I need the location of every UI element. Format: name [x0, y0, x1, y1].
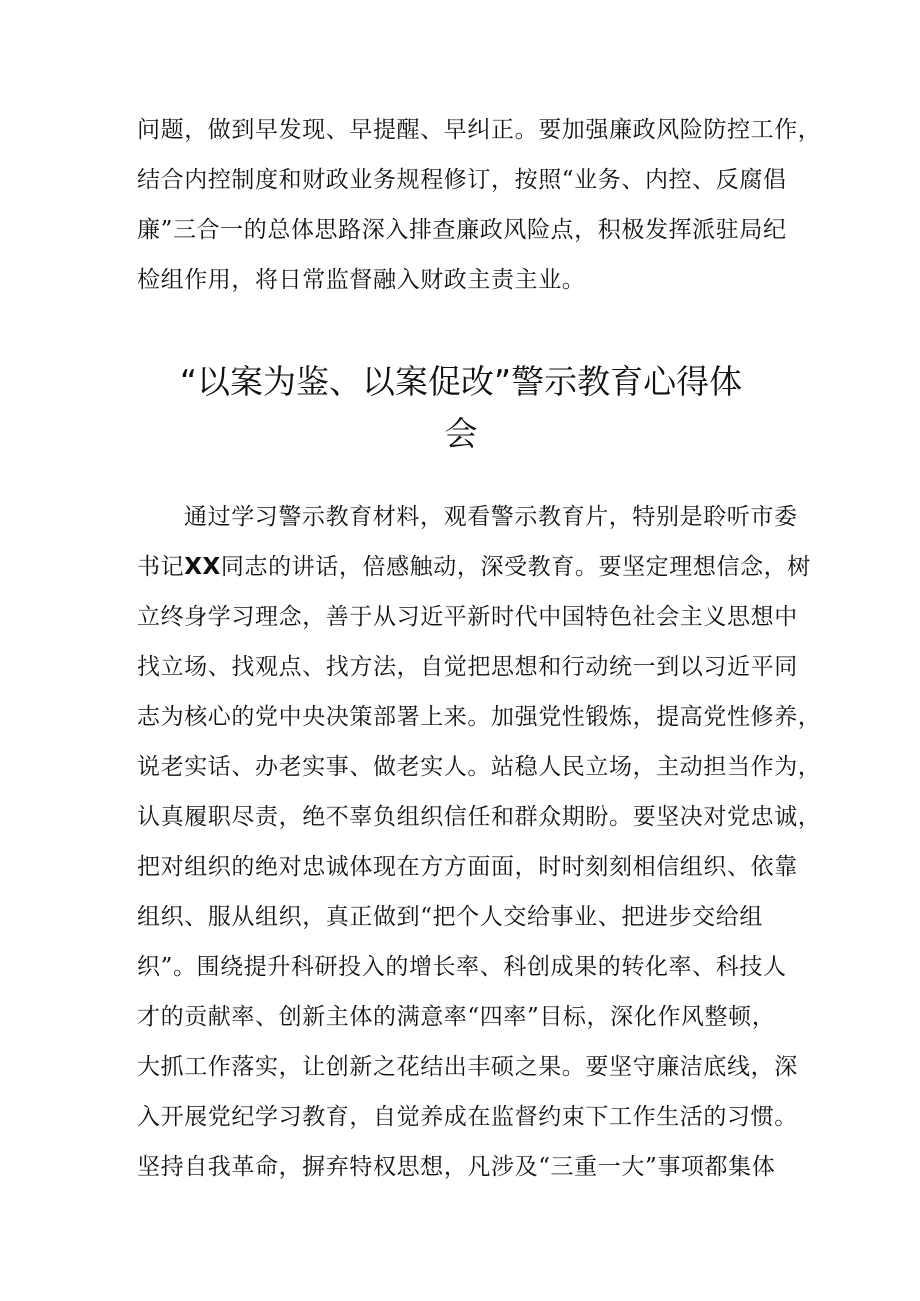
text-line: 志为核心的党中央决策部署上来。加强党性锻炼，提高党性修养， — [137, 704, 822, 730]
text-line: 入开展党纪学习教育，自觉养成在监督约束下工作生活的习惯。 — [137, 1104, 798, 1130]
text-fragment: 同志的讲话，倍感触动，深受教育。要坚定理想信念，树 — [220, 554, 811, 580]
text-line: 组织、服从组织，真正做到“把个人交给事业、把进步交给组 — [137, 904, 763, 930]
intro-paragraph — [137, 105, 822, 305]
text-line: 找立场、找观点、找方法，自觉把思想和行动统一到以习近平同 — [137, 654, 798, 680]
text-line: 说老实话、办老实事、做老实人。站稳人民立场，主动担当作为， — [137, 754, 822, 780]
text-line: 通过学习警示教育材料，观看警示教育片，特别是聆听市委 — [184, 504, 798, 530]
text-line: 问题，做到早发现、早提醒、早纠正。要加强廉政风险防控工作， — [137, 117, 822, 143]
text-line: 结合内控制度和财政业务规程修订，按照“业务、内控、反腐倡 — [137, 167, 787, 193]
text-line: 廉”三合一的总体思路深入排查廉政风险点，积极发挥派驻局纪 — [137, 217, 787, 243]
body-paragraph — [137, 492, 822, 1192]
person-name-placeholder: XX — [184, 554, 221, 580]
text-fragment: 书记 — [137, 554, 185, 580]
article-title — [137, 356, 785, 460]
text-line: 织”。围绕提升科研投入的增长率、科创成果的转化率、科技人 — [137, 954, 787, 980]
text-line: 大抓工作落实，让创新之花结出丰硕之果。要坚守廉洁底线，深 — [137, 1054, 798, 1080]
text-line: 立终身学习理念，善于从习近平新时代中国特色社会主义思想中 — [137, 604, 798, 630]
text-line: 坚持自我革命，摒弃特权思想，凡涉及“三重一大”事项都集体 — [137, 1154, 776, 1180]
text-line: 才的贡献率、创新主体的满意率“四率”目标，深化作风整顿， — [137, 1004, 776, 1030]
text-line — [137, 542, 811, 592]
title-line: 会 — [444, 414, 478, 453]
text-line: 检组作用，将日常监督融入财政主责主业。 — [137, 267, 586, 293]
text-line: 把对组织的绝对忠诚体现在方方面面，时时刻刻相信组织、依靠 — [137, 854, 798, 880]
text-line: 认真履职尽责，绝不辜负组织信任和群众期盼。要坚决对党忠诚， — [137, 804, 822, 830]
title-line: “以案为鉴、以案促改”警示教育心得体 — [179, 362, 743, 401]
